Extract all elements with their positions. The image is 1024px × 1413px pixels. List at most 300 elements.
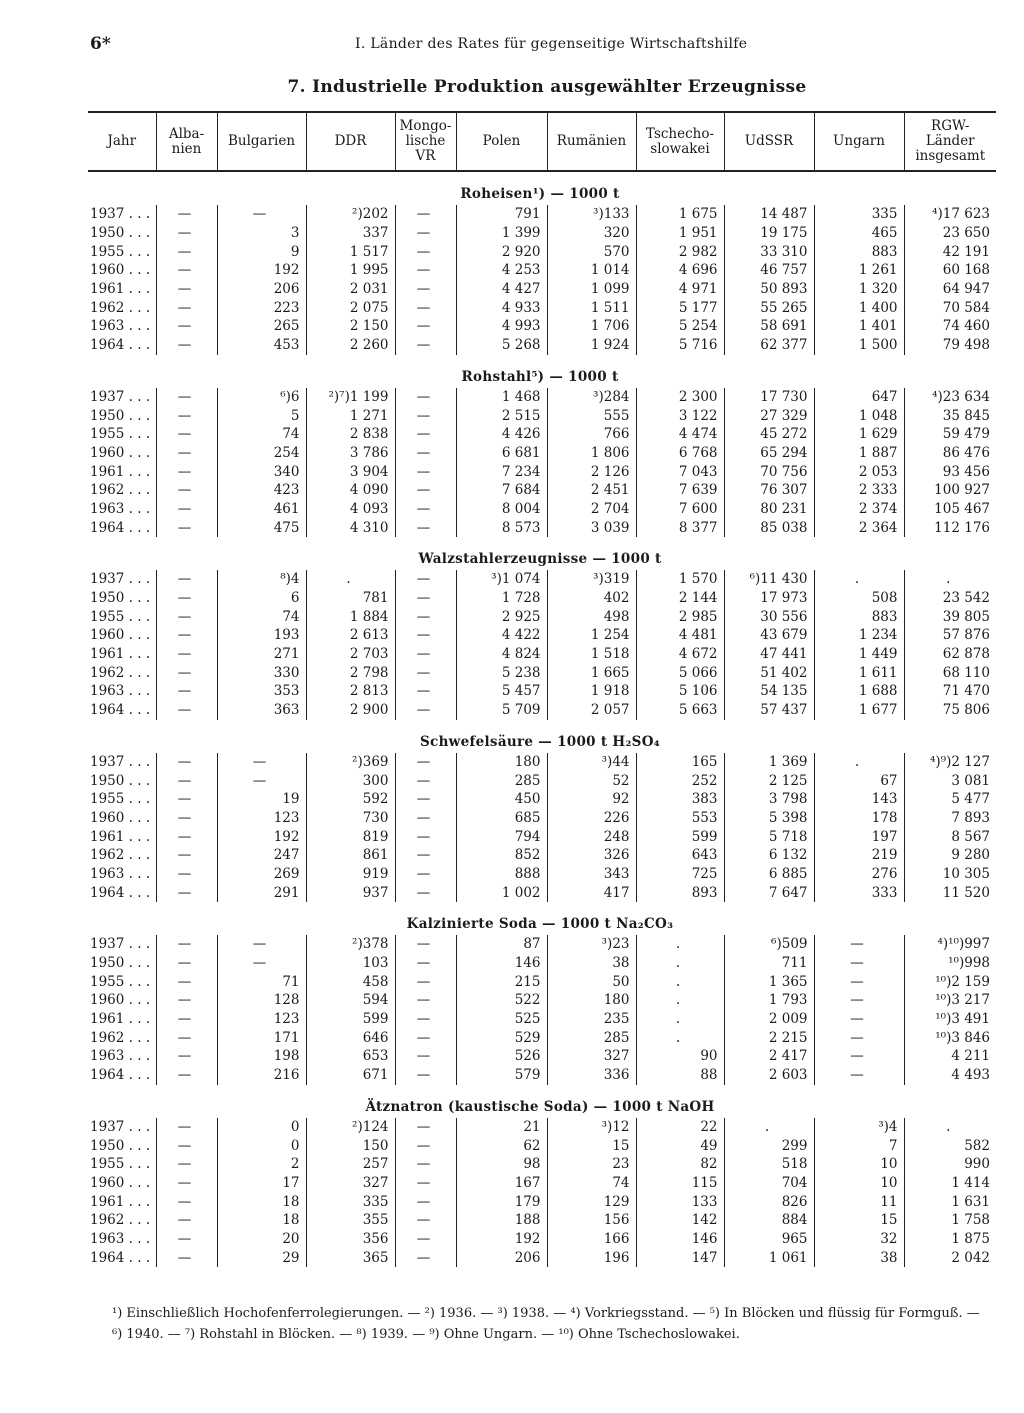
value-cell: 1 518: [547, 645, 636, 664]
year-cell: 1937 . . .: [90, 936, 151, 953]
value-cell: 2 126: [547, 462, 636, 481]
value-cell: 8 004: [456, 500, 547, 519]
value-cell: 10: [814, 1174, 904, 1193]
value-cell: 1 951: [636, 224, 724, 243]
value-cell: 23 650: [904, 224, 996, 243]
value-cell: 884: [724, 1211, 814, 1230]
value-cell: 128: [217, 991, 306, 1010]
year-cell: 1963 . . .: [90, 865, 151, 882]
year-cell: 1964 . . .: [90, 337, 151, 354]
value-cell: 6 681: [456, 444, 547, 463]
value-cell: —: [395, 954, 456, 973]
value-cell: ³)133: [547, 205, 636, 224]
table-row: [88, 790, 996, 809]
value-cell: 285: [547, 1028, 636, 1047]
year-cell: 1962 . . .: [90, 1212, 151, 1229]
value-cell: 215: [456, 972, 547, 991]
value-cell: 781: [306, 589, 395, 608]
value-cell: 766: [547, 425, 636, 444]
value-cell: 43 679: [724, 626, 814, 645]
value-cell: —: [814, 935, 904, 954]
year-cell: 1963 . . .: [90, 1048, 151, 1065]
value-cell: —: [156, 336, 217, 355]
value-cell: .: [636, 972, 724, 991]
value-cell: 525: [456, 1010, 547, 1029]
value-cell: 86 476: [904, 444, 996, 463]
value-cell: —: [395, 317, 456, 336]
year-cell: 1955 . . .: [90, 791, 151, 808]
value-cell: —: [395, 701, 456, 720]
value-cell: 4 426: [456, 425, 547, 444]
value-cell: 794: [456, 827, 547, 846]
value-cell: 475: [217, 518, 306, 537]
value-cell: —: [395, 991, 456, 1010]
value-cell: —: [156, 790, 217, 809]
value-cell: —: [395, 1028, 456, 1047]
table-row: [88, 771, 996, 790]
value-cell: 0: [217, 1118, 306, 1137]
value-cell: 327: [547, 1047, 636, 1066]
value-cell: 330: [217, 663, 306, 682]
value-cell: 192: [456, 1230, 547, 1249]
value-cell: 5: [217, 406, 306, 425]
value-cell: 1 884: [306, 607, 395, 626]
column-header: Ungarn: [814, 112, 904, 171]
value-cell: —: [814, 991, 904, 1010]
value-cell: 4 493: [904, 1066, 996, 1085]
table-title: 7. Industrielle Produktion ausgewählter Erzeugnisse: [287, 77, 807, 97]
table-row: [88, 224, 996, 243]
value-cell: —: [395, 1118, 456, 1137]
value-cell: 47 441: [724, 645, 814, 664]
value-cell: 206: [456, 1248, 547, 1267]
value-cell: —: [156, 645, 217, 664]
value-cell: 188: [456, 1211, 547, 1230]
value-cell: 19 175: [724, 224, 814, 243]
value-cell: 1 995: [306, 261, 395, 280]
value-cell: —: [395, 865, 456, 884]
value-cell: —: [156, 224, 217, 243]
value-cell: —: [395, 645, 456, 664]
value-cell: —: [156, 261, 217, 280]
value-cell: 22: [636, 1118, 724, 1137]
table-row: [88, 1155, 996, 1174]
value-cell: .: [306, 570, 395, 589]
value-cell: —: [156, 991, 217, 1010]
value-cell: 1 570: [636, 570, 724, 589]
value-cell: —: [156, 500, 217, 519]
value-cell: 1 887: [814, 444, 904, 463]
value-cell: ³)4: [814, 1118, 904, 1137]
value-cell: 1 399: [456, 224, 547, 243]
value-cell: .: [724, 1118, 814, 1137]
value-cell: 206: [217, 280, 306, 299]
value-cell: 19: [217, 790, 306, 809]
value-cell: ¹⁰)3 217: [904, 991, 996, 1010]
value-cell: 594: [306, 991, 395, 1010]
table-row: [88, 701, 996, 720]
value-cell: 646: [306, 1028, 395, 1047]
value-cell: 299: [724, 1136, 814, 1155]
value-cell: 725: [636, 865, 724, 884]
table-row: [88, 954, 996, 973]
value-cell: 112 176: [904, 518, 996, 537]
year-cell: 1962 . . .: [90, 1029, 151, 1046]
year-cell: 1960 . . .: [90, 627, 151, 644]
value-cell: —: [395, 1192, 456, 1211]
value-cell: 2 031: [306, 280, 395, 299]
value-cell: 285: [456, 771, 547, 790]
value-cell: —: [217, 954, 306, 973]
value-cell: 5 254: [636, 317, 724, 336]
value-cell: ⁸)4: [217, 570, 306, 589]
value-cell: 32: [814, 1230, 904, 1249]
value-cell: 8 573: [456, 518, 547, 537]
value-cell: —: [156, 518, 217, 537]
year-cell: 1960 . . .: [90, 1174, 151, 1191]
value-cell: 1 706: [547, 317, 636, 336]
year-cell: 1937 . . .: [90, 388, 151, 405]
table-row: [88, 336, 996, 355]
column-header: Alba- nien: [156, 112, 217, 171]
table-row: [88, 1047, 996, 1066]
value-cell: —: [395, 388, 456, 407]
table-row: [88, 280, 996, 299]
value-cell: 197: [814, 827, 904, 846]
value-cell: 80 231: [724, 500, 814, 519]
value-cell: —: [156, 682, 217, 701]
value-cell: 1 271: [306, 406, 395, 425]
value-cell: 3 039: [547, 518, 636, 537]
section-row: [88, 1085, 996, 1118]
value-cell: 49: [636, 1136, 724, 1155]
value-cell: 18: [217, 1192, 306, 1211]
value-cell: —: [156, 1136, 217, 1155]
value-cell: 105 467: [904, 500, 996, 519]
year-cell: 1937 . . .: [90, 1118, 151, 1135]
value-cell: 50 893: [724, 280, 814, 299]
value-cell: —: [156, 280, 217, 299]
value-cell: 7: [814, 1136, 904, 1155]
value-cell: 4 474: [636, 425, 724, 444]
value-cell: 335: [814, 205, 904, 224]
table-row: [88, 1248, 996, 1267]
value-cell: 7 647: [724, 883, 814, 902]
table-row: [88, 865, 996, 884]
value-cell: 883: [814, 607, 904, 626]
table-row: [88, 1010, 996, 1029]
value-cell: 1 048: [814, 406, 904, 425]
table-row: [88, 242, 996, 261]
value-cell: ⁶)11 430: [724, 570, 814, 589]
section-row: [88, 537, 996, 570]
value-cell: 6 885: [724, 865, 814, 884]
value-cell: 2 985: [636, 607, 724, 626]
value-cell: 98: [456, 1155, 547, 1174]
column-header: Polen: [456, 112, 547, 171]
value-cell: ⁴)⁹)2 127: [904, 753, 996, 772]
value-cell: 458: [306, 972, 395, 991]
value-cell: 5 106: [636, 682, 724, 701]
column-header: RGW- Länder insgesamt: [904, 112, 996, 171]
table-row: [88, 261, 996, 280]
year-cell: 1964 . . .: [90, 1249, 151, 1266]
value-cell: 5 457: [456, 682, 547, 701]
value-cell: —: [156, 827, 217, 846]
value-cell: ²)202: [306, 205, 395, 224]
value-cell: 2 703: [306, 645, 395, 664]
value-cell: —: [156, 607, 217, 626]
value-cell: ²)124: [306, 1118, 395, 1137]
value-cell: —: [156, 1066, 217, 1085]
value-cell: —: [156, 809, 217, 828]
value-cell: 2 925: [456, 607, 547, 626]
table-row: [88, 462, 996, 481]
value-cell: 3 904: [306, 462, 395, 481]
value-cell: 555: [547, 406, 636, 425]
value-cell: —: [395, 280, 456, 299]
value-cell: 402: [547, 589, 636, 608]
value-cell: 60 168: [904, 261, 996, 280]
value-cell: 5 709: [456, 701, 547, 720]
value-cell: 508: [814, 589, 904, 608]
value-cell: 1 061: [724, 1248, 814, 1267]
value-cell: —: [814, 972, 904, 991]
value-cell: 579: [456, 1066, 547, 1085]
value-cell: 4 672: [636, 645, 724, 664]
value-cell: 526: [456, 1047, 547, 1066]
value-cell: —: [156, 444, 217, 463]
value-cell: 219: [814, 846, 904, 865]
value-cell: 166: [547, 1230, 636, 1249]
value-cell: 2 009: [724, 1010, 814, 1029]
value-cell: 55 265: [724, 298, 814, 317]
value-cell: 3 786: [306, 444, 395, 463]
value-cell: ⁴)¹⁰)997: [904, 935, 996, 954]
value-cell: —: [156, 317, 217, 336]
year-cell: 1937 . . .: [90, 753, 151, 770]
value-cell: 129: [547, 1192, 636, 1211]
table-row: [88, 444, 996, 463]
value-cell: 67: [814, 771, 904, 790]
value-cell: —: [395, 607, 456, 626]
value-cell: .: [814, 753, 904, 772]
value-cell: —: [156, 1248, 217, 1267]
value-cell: 2 798: [306, 663, 395, 682]
section-row: [88, 720, 996, 753]
value-cell: 355: [306, 1211, 395, 1230]
value-cell: 51 402: [724, 663, 814, 682]
value-cell: —: [156, 846, 217, 865]
value-cell: 335: [306, 1192, 395, 1211]
value-cell: —: [395, 570, 456, 589]
value-cell: 87: [456, 935, 547, 954]
value-cell: 143: [814, 790, 904, 809]
value-cell: —: [156, 701, 217, 720]
value-cell: 1 611: [814, 663, 904, 682]
value-cell: 570: [547, 242, 636, 261]
value-cell: 11 520: [904, 883, 996, 902]
value-cell: 1 320: [814, 280, 904, 299]
value-cell: 2 515: [456, 406, 547, 425]
year-cell: 1950 . . .: [90, 407, 151, 424]
value-cell: 2 150: [306, 317, 395, 336]
value-cell: 76 307: [724, 481, 814, 500]
value-cell: 465: [814, 224, 904, 243]
value-cell: —: [395, 444, 456, 463]
table-body: [88, 171, 996, 1267]
value-cell: —: [156, 462, 217, 481]
value-cell: 5 718: [724, 827, 814, 846]
value-cell: —: [217, 753, 306, 772]
value-cell: —: [395, 935, 456, 954]
value-cell: 2: [217, 1155, 306, 1174]
value-cell: 165: [636, 753, 724, 772]
value-cell: —: [395, 809, 456, 828]
year-cell: 1955 . . .: [90, 608, 151, 625]
value-cell: 2 920: [456, 242, 547, 261]
value-cell: 57 876: [904, 626, 996, 645]
value-cell: 353: [217, 682, 306, 701]
value-cell: 326: [547, 846, 636, 865]
value-cell: 2 057: [547, 701, 636, 720]
value-cell: 5 268: [456, 336, 547, 355]
value-cell: 235: [547, 1010, 636, 1029]
value-cell: 1 918: [547, 682, 636, 701]
table-row: [88, 406, 996, 425]
value-cell: 599: [636, 827, 724, 846]
year-cell: 1950 . . .: [90, 955, 151, 972]
value-cell: —: [395, 589, 456, 608]
value-cell: 9 280: [904, 846, 996, 865]
value-cell: 2 042: [904, 1248, 996, 1267]
value-cell: —: [814, 1066, 904, 1085]
value-cell: 70 756: [724, 462, 814, 481]
value-cell: 365: [306, 1248, 395, 1267]
value-cell: —: [395, 1136, 456, 1155]
table-row: [88, 753, 996, 772]
value-cell: 599: [306, 1010, 395, 1029]
value-cell: 2 374: [814, 500, 904, 519]
value-cell: 1 014: [547, 261, 636, 280]
value-cell: —: [395, 1047, 456, 1066]
section-row: [88, 171, 996, 205]
value-cell: —: [395, 1010, 456, 1029]
value-cell: .: [904, 570, 996, 589]
running-head: I. Länder des Rates für gegenseitige Wirtschaftshilfe: [355, 36, 748, 52]
column-header: Mongo- lische VR: [395, 112, 456, 171]
value-cell: 71: [217, 972, 306, 991]
value-cell: 2 300: [636, 388, 724, 407]
value-cell: 4 971: [636, 280, 724, 299]
value-cell: 320: [547, 224, 636, 243]
value-cell: —: [217, 771, 306, 790]
value-cell: 4 090: [306, 481, 395, 500]
value-cell: 704: [724, 1174, 814, 1193]
value-cell: —: [814, 1047, 904, 1066]
year-cell: 1961 . . .: [90, 281, 151, 298]
value-cell: 529: [456, 1028, 547, 1047]
value-cell: 7 639: [636, 481, 724, 500]
value-cell: 248: [547, 827, 636, 846]
section-title: Ätznatron (kaustische Soda) — 1000 t NaOH: [365, 1098, 715, 1115]
value-cell: 2 838: [306, 425, 395, 444]
value-cell: 291: [217, 883, 306, 902]
value-cell: —: [156, 1174, 217, 1193]
value-cell: 23: [547, 1155, 636, 1174]
value-cell: —: [395, 1211, 456, 1230]
section-row: [88, 355, 996, 388]
value-cell: —: [814, 954, 904, 973]
value-cell: .: [636, 991, 724, 1010]
value-cell: ²)⁷)1 199: [306, 388, 395, 407]
value-cell: 1 401: [814, 317, 904, 336]
value-cell: 826: [724, 1192, 814, 1211]
value-cell: 453: [217, 336, 306, 355]
value-cell: 27 329: [724, 406, 814, 425]
value-cell: 2 144: [636, 589, 724, 608]
value-cell: —: [395, 205, 456, 224]
value-cell: —: [156, 1047, 217, 1066]
value-cell: 337: [306, 224, 395, 243]
year-cell: 1955 . . .: [90, 1156, 151, 1173]
value-cell: 1 234: [814, 626, 904, 645]
value-cell: 5 716: [636, 336, 724, 355]
value-cell: 93 456: [904, 462, 996, 481]
value-cell: 1 511: [547, 298, 636, 317]
value-cell: 2 215: [724, 1028, 814, 1047]
year-cell: 1964 . . .: [90, 1067, 151, 1084]
table-row: [88, 682, 996, 701]
value-cell: 100 927: [904, 481, 996, 500]
value-cell: ⁶)6: [217, 388, 306, 407]
value-cell: —: [395, 753, 456, 772]
value-cell: 1 806: [547, 444, 636, 463]
value-cell: 30 556: [724, 607, 814, 626]
value-cell: 29: [217, 1248, 306, 1267]
value-cell: —: [217, 205, 306, 224]
table-row: [88, 607, 996, 626]
value-cell: 50: [547, 972, 636, 991]
value-cell: —: [156, 242, 217, 261]
value-cell: —: [395, 500, 456, 519]
section-title: Rohstahl⁵) — 1000 t: [461, 368, 619, 385]
year-cell: 1962 . . .: [90, 482, 151, 499]
table-row: [88, 1136, 996, 1155]
value-cell: 363: [217, 701, 306, 720]
value-cell: 150: [306, 1136, 395, 1155]
value-cell: 38: [547, 954, 636, 973]
value-cell: 226: [547, 809, 636, 828]
value-cell: 1 629: [814, 425, 904, 444]
table-row: [88, 298, 996, 317]
value-cell: ¹⁰)2 159: [904, 972, 996, 991]
value-cell: 965: [724, 1230, 814, 1249]
table-row: [88, 663, 996, 682]
value-cell: 518: [724, 1155, 814, 1174]
value-cell: 167: [456, 1174, 547, 1193]
value-cell: 671: [306, 1066, 395, 1085]
value-cell: 10: [814, 1155, 904, 1174]
year-cell: 1950 . . .: [90, 772, 151, 789]
value-cell: 2 603: [724, 1066, 814, 1085]
value-cell: 46 757: [724, 261, 814, 280]
value-cell: 919: [306, 865, 395, 884]
value-cell: 252: [636, 771, 724, 790]
value-cell: 5 398: [724, 809, 814, 828]
value-cell: 1 099: [547, 280, 636, 299]
value-cell: 1 758: [904, 1211, 996, 1230]
